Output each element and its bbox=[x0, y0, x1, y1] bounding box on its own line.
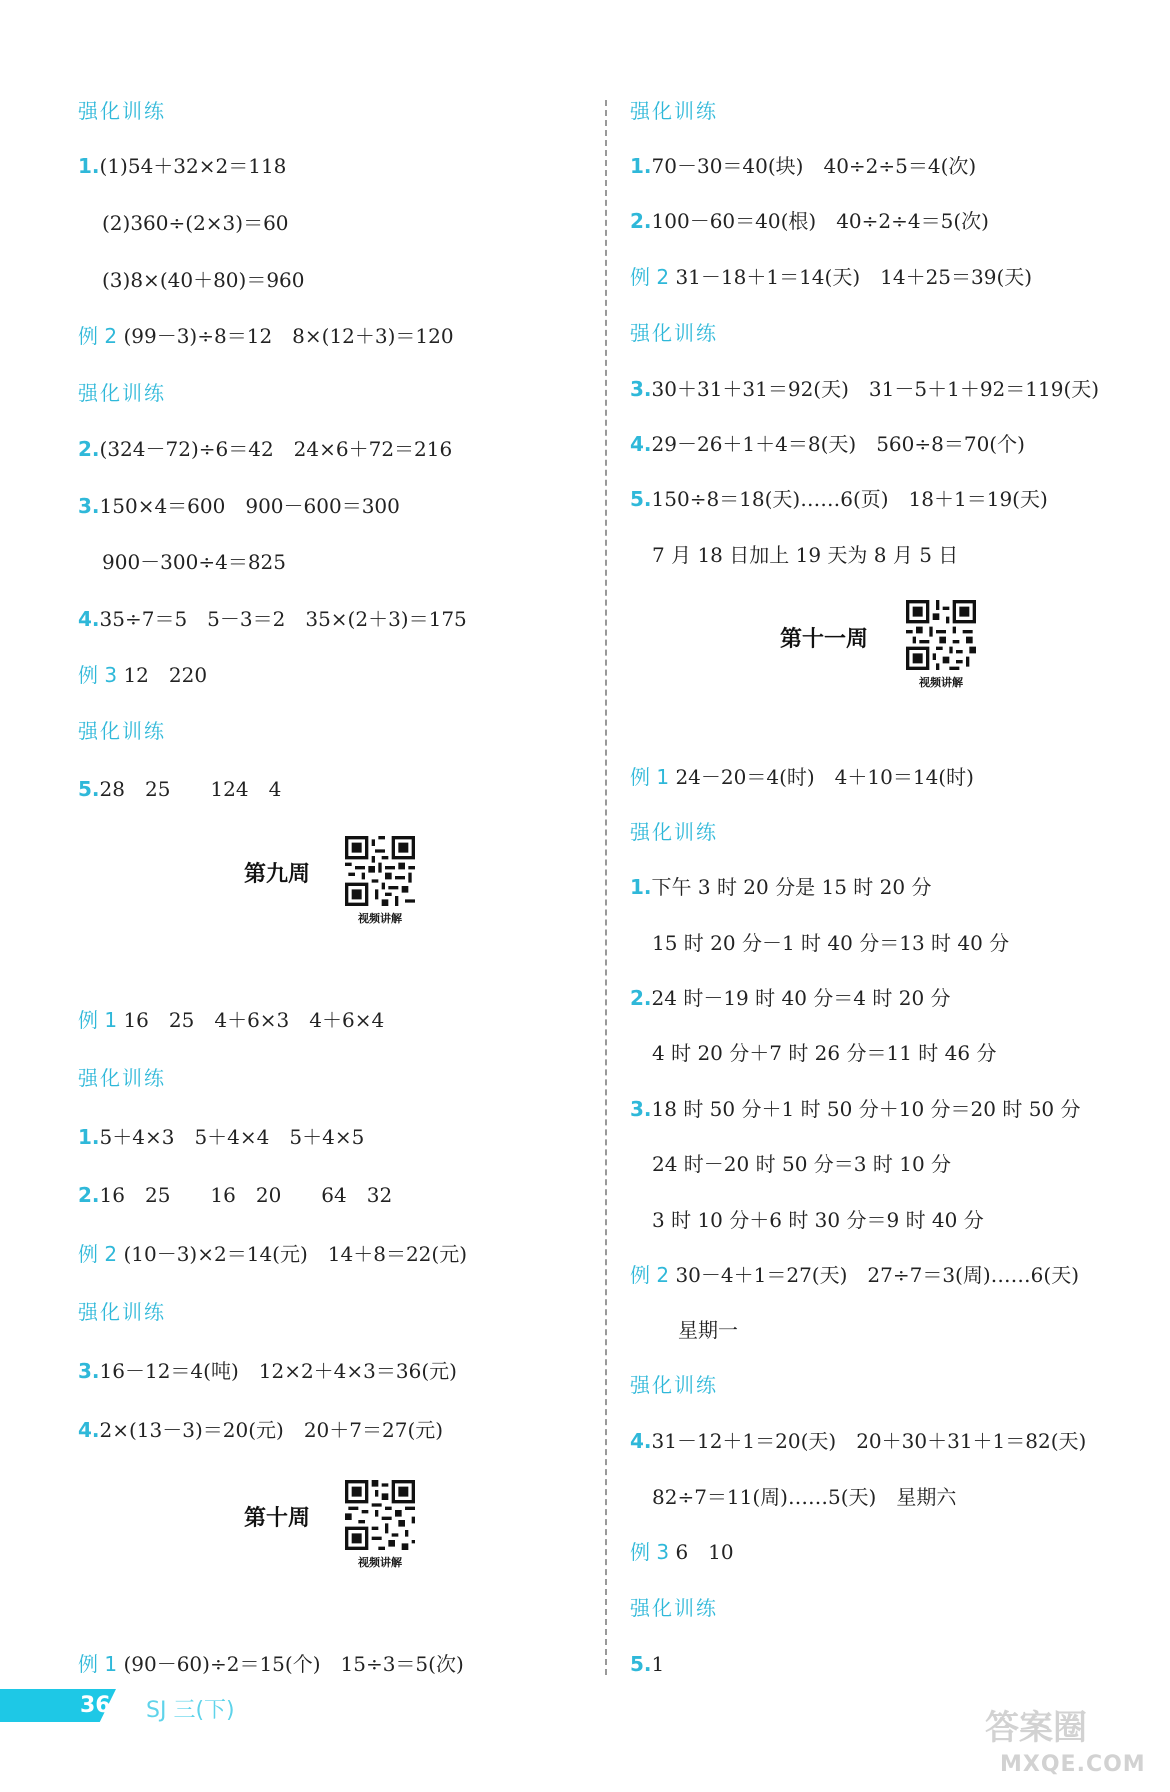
answer-line: 5.150÷8＝18(天)……6(页) 18＋1＝19(天) bbox=[630, 487, 1048, 511]
column-divider bbox=[605, 100, 607, 1675]
qr-caption: 视频讲解 bbox=[358, 1556, 402, 1569]
answer-line: (2)360÷(2×3)＝60 bbox=[102, 211, 289, 235]
answer-line: 4.2×(13－3)＝20(元) 20＋7＝27(元) bbox=[78, 1418, 444, 1442]
section-header: 强化训练 bbox=[78, 381, 166, 405]
week-title: 第十一周 bbox=[780, 627, 869, 652]
qr-code[interactable] bbox=[345, 836, 415, 926]
section-header: 强化训练 bbox=[78, 99, 166, 123]
answer-line: 5.1 bbox=[630, 1652, 665, 1676]
answer-line: 2.24 时－19 时 40 分＝4 时 20 分 bbox=[630, 986, 951, 1010]
section-header: 强化训练 bbox=[630, 321, 718, 345]
answer-line: 星期一 bbox=[678, 1318, 738, 1342]
section-header: 强化训练 bbox=[78, 1300, 166, 1324]
answer-line: 2.16 25 16 20 64 32 bbox=[78, 1183, 393, 1207]
example-line: 例 2 30－4＋1＝27(天) 27÷7＝3(周)……6(天) bbox=[630, 1263, 1079, 1287]
answer-line: 1.(1)54＋32×2＝118 bbox=[78, 154, 287, 178]
answer-line: 900－300÷4＝825 bbox=[102, 550, 287, 574]
week-title: 第十周 bbox=[244, 1506, 311, 1531]
answer-line: 3 时 10 分＋6 时 30 分＝9 时 40 分 bbox=[652, 1208, 984, 1232]
qr-code-icon bbox=[906, 600, 976, 670]
section-header: 强化训练 bbox=[630, 820, 718, 844]
answer-line: 2.100－60＝40(根) 40÷2÷4＝5(次) bbox=[630, 209, 989, 233]
example-line: 例 2 (10－3)×2＝14(元) 14＋8＝22(元) bbox=[78, 1242, 467, 1266]
answer-line: 7 月 18 日加上 19 天为 8 月 5 日 bbox=[652, 543, 959, 567]
answer-line: 1.下午 3 时 20 分是 15 时 20 分 bbox=[630, 875, 932, 899]
answer-line: 3.18 时 50 分＋1 时 50 分＋10 分＝20 时 50 分 bbox=[630, 1097, 1081, 1121]
section-header: 强化训练 bbox=[78, 1066, 166, 1090]
example-line: 例 3 12 220 bbox=[78, 663, 208, 687]
answer-line: 24 时－20 时 50 分＝3 时 10 分 bbox=[652, 1152, 952, 1176]
answer-line: 2.(324－72)÷6＝42 24×6＋72＝216 bbox=[78, 437, 453, 461]
answer-line: 15 时 20 分－1 时 40 分＝13 时 40 分 bbox=[652, 931, 1010, 955]
qr-caption: 视频讲解 bbox=[919, 676, 963, 689]
example-line: 例 3 6 10 bbox=[630, 1540, 734, 1564]
answer-line: 3.16－12＝4(吨) 12×2＋4×3＝36(元) bbox=[78, 1359, 457, 1383]
answer-line: (3)8×(40＋80)＝960 bbox=[102, 268, 305, 292]
watermark-logo: 答案圈 bbox=[985, 1708, 1087, 1748]
watermark-url: MXQE.COM bbox=[1000, 1752, 1146, 1777]
answer-line: 3.30＋31＋31＝92(天) 31－5＋1＋92＝119(天) bbox=[630, 377, 1100, 401]
example-line: 例 1 24－20＝4(时) 4＋10＝14(时) bbox=[630, 765, 974, 789]
qr-code-icon bbox=[345, 1480, 415, 1550]
section-header: 强化训练 bbox=[630, 1596, 718, 1620]
answer-line: 4 时 20 分＋7 时 26 分＝11 时 46 分 bbox=[652, 1041, 997, 1065]
answer-line: 1.5＋4×3 5＋4×4 5＋4×5 bbox=[78, 1125, 365, 1149]
qr-code-icon bbox=[345, 836, 415, 906]
example-line: 例 1 (90－60)÷2＝15(个) 15÷3＝5(次) bbox=[78, 1652, 464, 1676]
week-title: 第九周 bbox=[244, 862, 311, 887]
page-number: 36 bbox=[80, 1693, 111, 1718]
answer-line: 4.35÷7＝5 5－3＝2 35×(2＋3)＝175 bbox=[78, 607, 467, 631]
example-line: 例 2 (99－3)÷8＝12 8×(12＋3)＝120 bbox=[78, 324, 454, 348]
section-header: 强化训练 bbox=[630, 1373, 718, 1397]
answer-line: 3.150×4＝600 900－600＝300 bbox=[78, 494, 400, 518]
qr-code[interactable] bbox=[345, 1480, 415, 1570]
answer-line: 4.31－12＋1＝20(天) 20＋30＋31＋1＝82(天) bbox=[630, 1429, 1087, 1453]
qr-caption: 视频讲解 bbox=[358, 912, 402, 925]
section-header: 强化训练 bbox=[630, 99, 718, 123]
example-line: 例 2 31－18＋1＝14(天) 14＋25＝39(天) bbox=[630, 265, 1033, 289]
qr-code[interactable] bbox=[906, 600, 976, 690]
answer-line: 1.70－30＝40(块) 40÷2÷5＝4(次) bbox=[630, 154, 977, 178]
answer-line: 82÷7＝11(周)……5(天) 星期六 bbox=[652, 1485, 957, 1509]
section-header: 强化训练 bbox=[78, 719, 166, 743]
example-line: 例 1 16 25 4＋6×3 4＋6×4 bbox=[78, 1008, 385, 1032]
answer-line: 4.29－26＋1＋4＝8(天) 560÷8＝70(个) bbox=[630, 432, 1025, 456]
answer-line: 5.28 25 124 4 bbox=[78, 777, 282, 801]
book-series-label: SJ 三(下) bbox=[146, 1698, 235, 1723]
